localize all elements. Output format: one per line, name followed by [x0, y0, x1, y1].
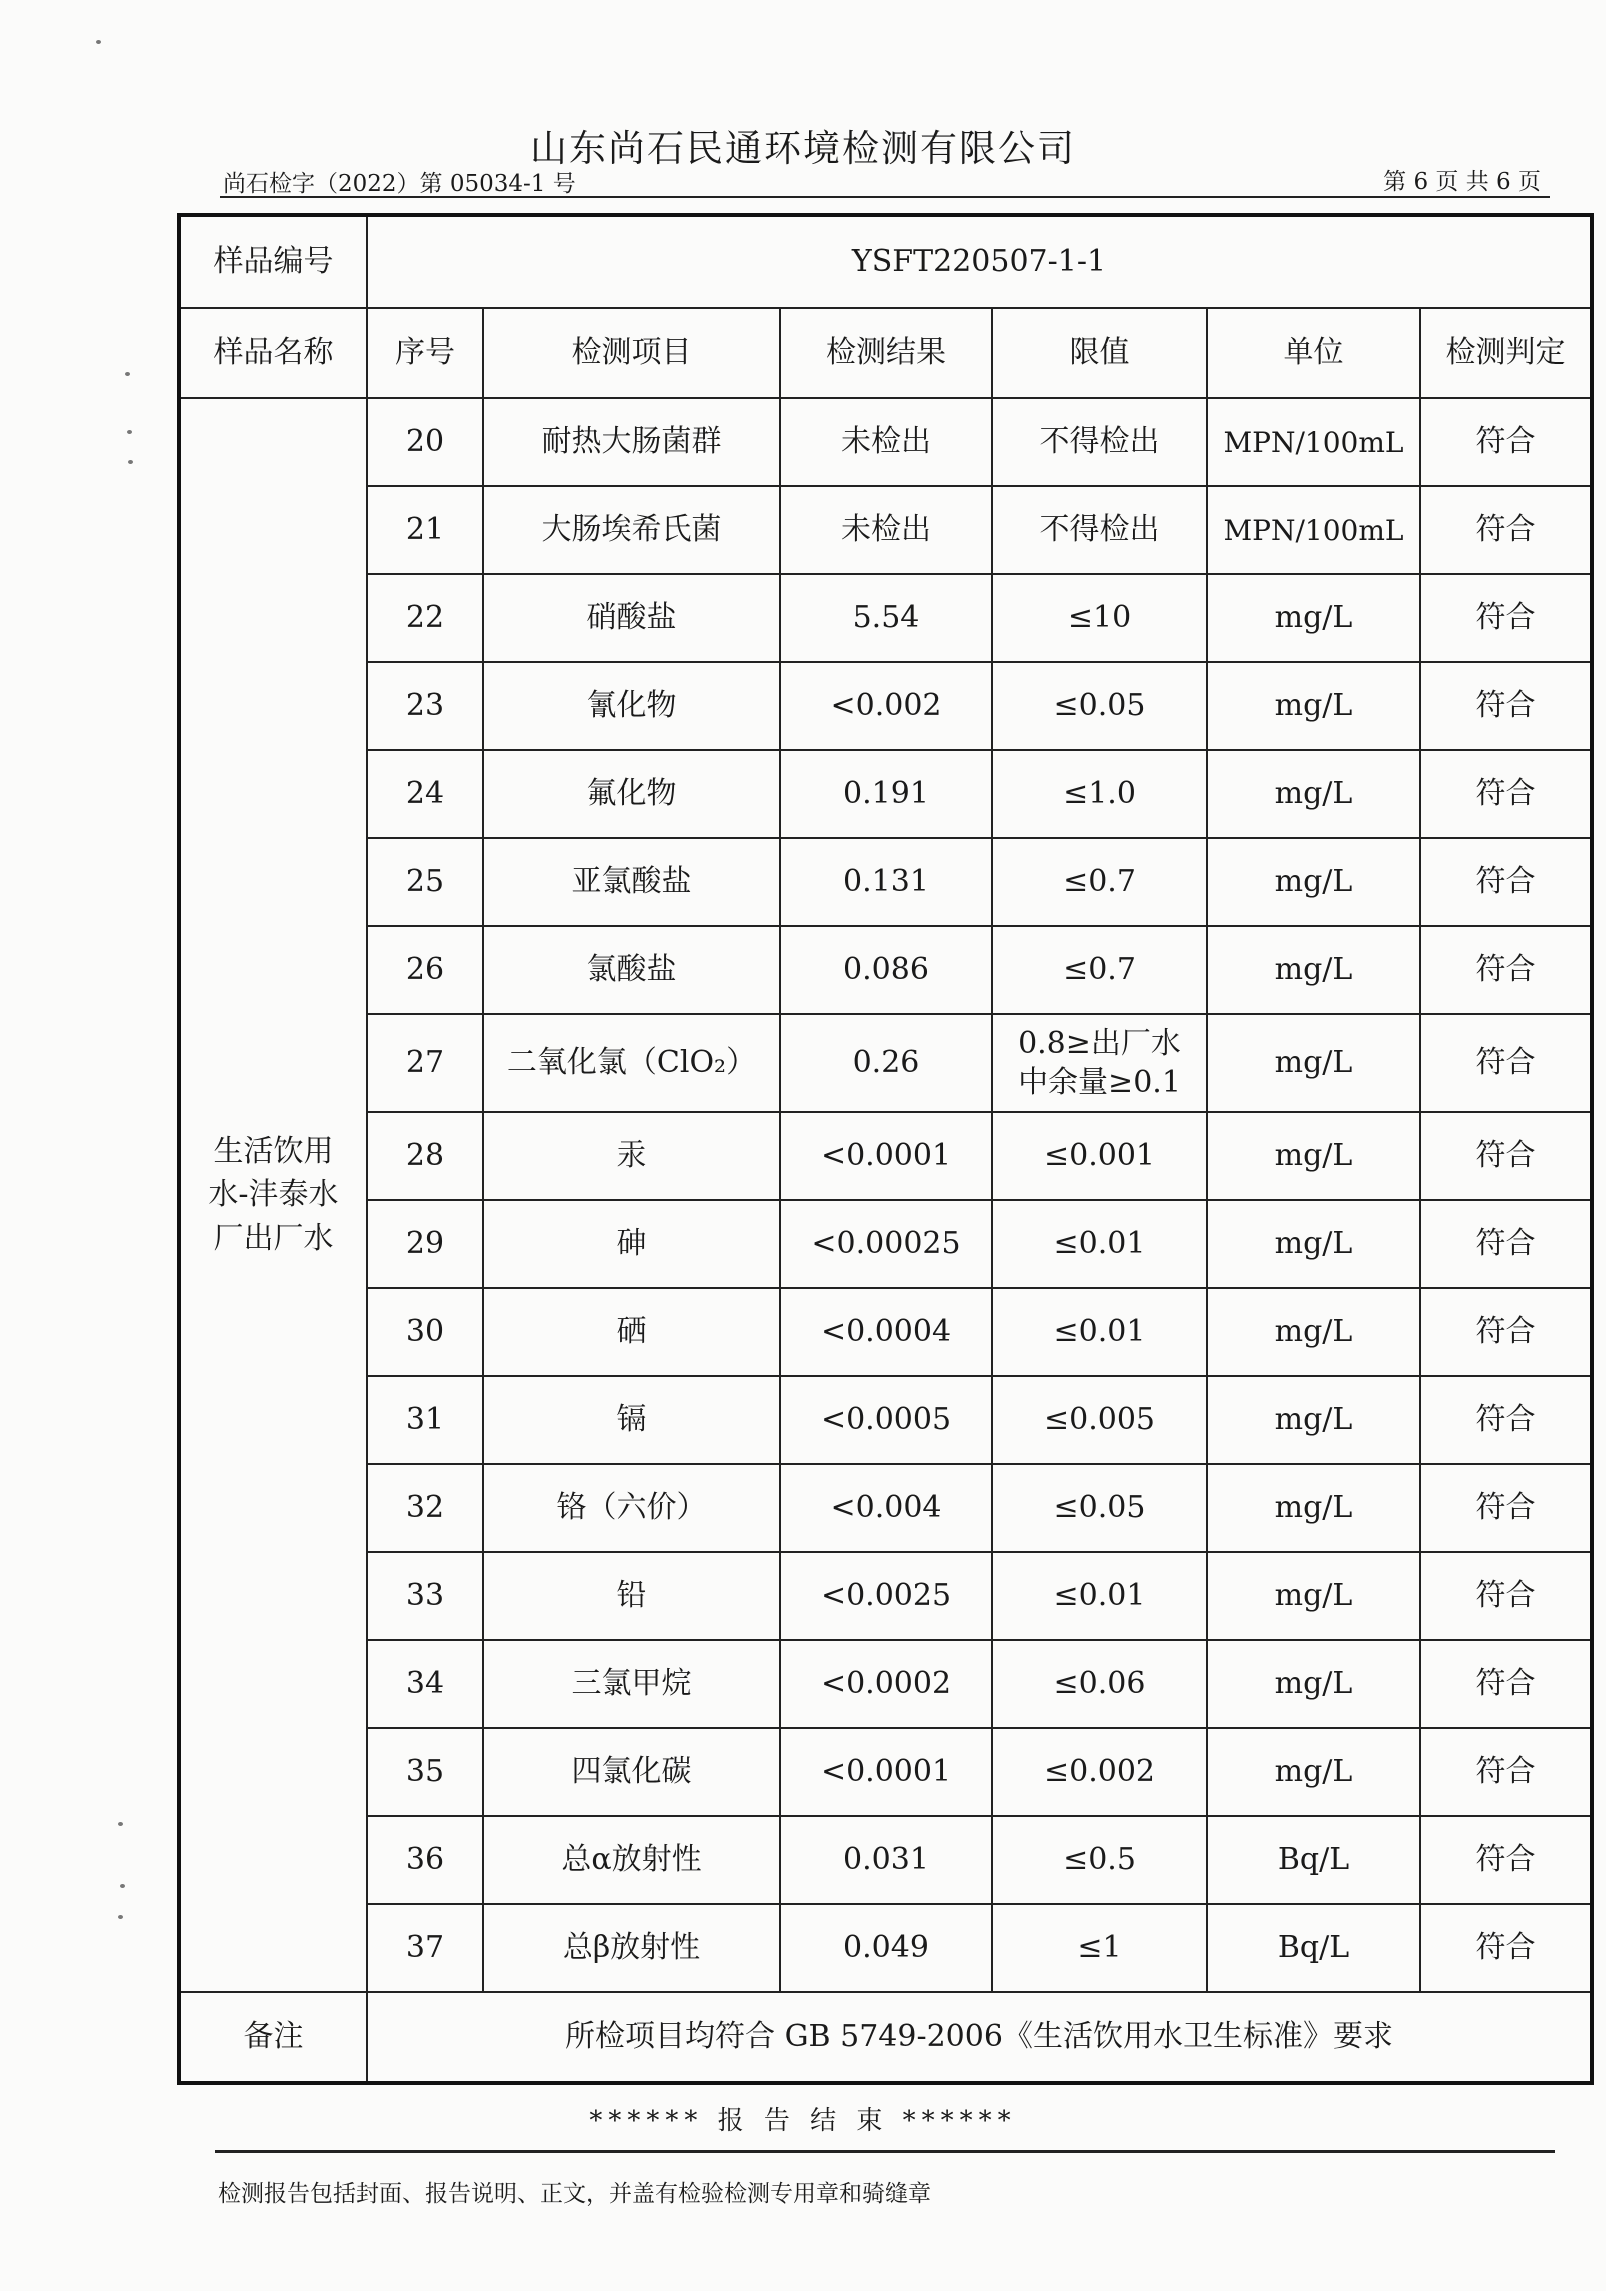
seq-cell: 24 [367, 750, 483, 838]
seq-cell: 25 [367, 838, 483, 926]
item-cell: 总β放射性 [483, 1904, 780, 1992]
remark-row [179, 1992, 1592, 2083]
item-cell: 铬（六价） [483, 1464, 780, 1552]
unit-cell: mg/L [1207, 574, 1420, 662]
unit-cell: mg/L [1207, 1552, 1420, 1640]
item-cell: 三氯甲烷 [483, 1640, 780, 1728]
verdict-cell: 符合 [1420, 838, 1592, 926]
unit-cell: mg/L [1207, 1640, 1420, 1728]
remark-text: 所检项目均符合 GB 5749-2006《生活饮用水卫生标准》要求 [367, 1992, 1592, 2083]
limit-cell: 0.8≥出厂水中余量≥0.1 [992, 1014, 1207, 1112]
test-report-table [177, 213, 1594, 2085]
result-cell: <0.00025 [780, 1200, 992, 1288]
verdict-cell: 符合 [1420, 574, 1592, 662]
seq-cell: 29 [367, 1200, 483, 1288]
col-header-sample-name: 样品名称 [179, 308, 367, 398]
item-cell: 大肠埃希氏菌 [483, 486, 780, 574]
column-header-row [179, 308, 1592, 398]
scan-speck [125, 372, 130, 376]
unit-cell: mg/L [1207, 838, 1420, 926]
limit-cell: 不得检出 [992, 486, 1207, 574]
limit-cell: ≤0.01 [992, 1200, 1207, 1288]
table-row [179, 1552, 1592, 1640]
document-number: 尚石检字（2022）第 05034-1 号 [223, 171, 576, 197]
verdict-cell: 符合 [1420, 1464, 1592, 1552]
limit-cell: ≤0.7 [992, 926, 1207, 1014]
table-row [179, 1640, 1592, 1728]
unit-cell: mg/L [1207, 1200, 1420, 1288]
col-header-result: 检测结果 [780, 308, 992, 398]
table-row [179, 1904, 1592, 1992]
sample-number-row [179, 215, 1592, 308]
unit-cell: Bq/L [1207, 1816, 1420, 1904]
result-cell: <0.0004 [780, 1288, 992, 1376]
unit-cell: mg/L [1207, 1376, 1420, 1464]
col-header-item: 检测项目 [483, 308, 780, 398]
seq-cell: 30 [367, 1288, 483, 1376]
verdict-cell: 符合 [1420, 1014, 1592, 1112]
result-cell: 未检出 [780, 398, 992, 486]
table-row [179, 1112, 1592, 1200]
table-row [179, 1728, 1592, 1816]
result-cell: 0.086 [780, 926, 992, 1014]
seq-cell: 27 [367, 1014, 483, 1112]
item-cell: 亚氯酸盐 [483, 838, 780, 926]
result-cell: 0.26 [780, 1014, 992, 1112]
limit-cell: ≤0.05 [992, 1464, 1207, 1552]
verdict-cell: 符合 [1420, 1640, 1592, 1728]
result-cell: 0.191 [780, 750, 992, 838]
unit-cell: mg/L [1207, 1464, 1420, 1552]
item-cell: 硝酸盐 [483, 574, 780, 662]
sample-number-label: 样品编号 [179, 215, 367, 308]
result-cell: 0.031 [780, 1816, 992, 1904]
sample-name-text: 生活饮用水-沣泰水厂出厂水 [208, 1133, 339, 1256]
table-row [179, 926, 1592, 1014]
seq-cell: 28 [367, 1112, 483, 1200]
verdict-cell: 符合 [1420, 1816, 1592, 1904]
seq-cell: 36 [367, 1816, 483, 1904]
footer-note: 检测报告包括封面、报告说明、正文，并盖有检验检测专用章和骑缝章 [218, 2181, 931, 2207]
unit-cell: MPN/100mL [1207, 486, 1420, 574]
verdict-cell: 符合 [1420, 1288, 1592, 1376]
col-header-verdict: 检测判定 [1420, 308, 1592, 398]
seq-cell: 37 [367, 1904, 483, 1992]
limit-cell: ≤0.01 [992, 1552, 1207, 1640]
seq-cell: 33 [367, 1552, 483, 1640]
verdict-cell: 符合 [1420, 1200, 1592, 1288]
limit-cell: ≤0.7 [992, 838, 1207, 926]
item-cell: 镉 [483, 1376, 780, 1464]
verdict-cell: 符合 [1420, 750, 1592, 838]
limit-cell: ≤0.01 [992, 1288, 1207, 1376]
result-cell: 未检出 [780, 486, 992, 574]
table-row [179, 398, 1592, 486]
scan-speck [120, 1884, 125, 1888]
limit-cell: ≤1 [992, 1904, 1207, 1992]
item-cell: 硒 [483, 1288, 780, 1376]
item-cell: 总α放射性 [483, 1816, 780, 1904]
sample-name-cell [179, 398, 367, 1992]
limit-cell: ≤0.06 [992, 1640, 1207, 1728]
table-row [179, 1288, 1592, 1376]
seq-cell: 26 [367, 926, 483, 1014]
unit-cell: mg/L [1207, 1728, 1420, 1816]
verdict-cell: 符合 [1420, 398, 1592, 486]
seq-cell: 31 [367, 1376, 483, 1464]
verdict-cell: 符合 [1420, 1552, 1592, 1640]
page-number: 第 6 页 共 6 页 [1383, 169, 1541, 195]
item-cell: 耐热大肠菌群 [483, 398, 780, 486]
limit-cell: ≤0.002 [992, 1728, 1207, 1816]
limit-cell: ≤0.001 [992, 1112, 1207, 1200]
company-name: 山东尚石民通环境检测有限公司 [530, 127, 1076, 170]
result-cell: <0.0002 [780, 1640, 992, 1728]
col-header-unit: 单位 [1207, 308, 1420, 398]
unit-cell: mg/L [1207, 1112, 1420, 1200]
col-header-seq: 序号 [367, 308, 483, 398]
result-cell: 0.131 [780, 838, 992, 926]
verdict-cell: 符合 [1420, 1112, 1592, 1200]
report-end-mark: ****** 报 告 结 束 ****** [589, 2106, 1017, 2136]
limit-cell: ≤0.05 [992, 662, 1207, 750]
item-cell: 砷 [483, 1200, 780, 1288]
result-cell: <0.0001 [780, 1728, 992, 1816]
table-row [179, 1200, 1592, 1288]
table-row [179, 1014, 1592, 1112]
col-header-limit: 限值 [992, 308, 1207, 398]
seq-cell: 21 [367, 486, 483, 574]
verdict-cell: 符合 [1420, 486, 1592, 574]
result-cell: 0.049 [780, 1904, 992, 1992]
scan-speck [118, 1915, 123, 1919]
item-cell: 四氯化碳 [483, 1728, 780, 1816]
result-cell: 5.54 [780, 574, 992, 662]
item-cell: 汞 [483, 1112, 780, 1200]
item-cell: 氟化物 [483, 750, 780, 838]
unit-cell: mg/L [1207, 750, 1420, 838]
verdict-cell: 符合 [1420, 1376, 1592, 1464]
verdict-cell: 符合 [1420, 1728, 1592, 1816]
scan-speck [118, 1822, 123, 1826]
table-row [179, 1816, 1592, 1904]
header-divider [220, 196, 1550, 198]
item-cell: 铅 [483, 1552, 780, 1640]
seq-cell: 23 [367, 662, 483, 750]
verdict-cell: 符合 [1420, 662, 1592, 750]
table-row [179, 486, 1592, 574]
table-row [179, 1464, 1592, 1552]
item-cell: 氯酸盐 [483, 926, 780, 1014]
scan-speck [127, 430, 132, 434]
item-cell: 氰化物 [483, 662, 780, 750]
table-row [179, 838, 1592, 926]
unit-cell: mg/L [1207, 662, 1420, 750]
table-row [179, 574, 1592, 662]
seq-cell: 35 [367, 1728, 483, 1816]
verdict-cell: 符合 [1420, 1904, 1592, 1992]
unit-cell: mg/L [1207, 926, 1420, 1014]
table-row [179, 662, 1592, 750]
sample-number-value: YSFT220507-1-1 [367, 215, 1592, 308]
result-cell: <0.0001 [780, 1112, 992, 1200]
table-row [179, 750, 1592, 838]
scan-speck [96, 40, 101, 44]
limit-cell: ≤0.005 [992, 1376, 1207, 1464]
unit-cell: mg/L [1207, 1288, 1420, 1376]
unit-cell: mg/L [1207, 1014, 1420, 1112]
limit-cell: ≤1.0 [992, 750, 1207, 838]
seq-cell: 20 [367, 398, 483, 486]
limit-cell: ≤10 [992, 574, 1207, 662]
seq-cell: 32 [367, 1464, 483, 1552]
table-row [179, 1376, 1592, 1464]
result-cell: <0.002 [780, 662, 992, 750]
remark-label: 备注 [179, 1992, 367, 2083]
unit-cell: Bq/L [1207, 1904, 1420, 1992]
unit-cell: MPN/100mL [1207, 398, 1420, 486]
result-cell: <0.0025 [780, 1552, 992, 1640]
limit-cell: 不得检出 [992, 398, 1207, 486]
seq-cell: 22 [367, 574, 483, 662]
scan-speck [128, 460, 133, 464]
result-cell: <0.004 [780, 1464, 992, 1552]
verdict-cell: 符合 [1420, 926, 1592, 1014]
footer-divider [215, 2150, 1555, 2153]
seq-cell: 34 [367, 1640, 483, 1728]
limit-cell: ≤0.5 [992, 1816, 1207, 1904]
result-cell: <0.0005 [780, 1376, 992, 1464]
item-cell: 二氧化氯（ClO₂） [483, 1014, 780, 1112]
